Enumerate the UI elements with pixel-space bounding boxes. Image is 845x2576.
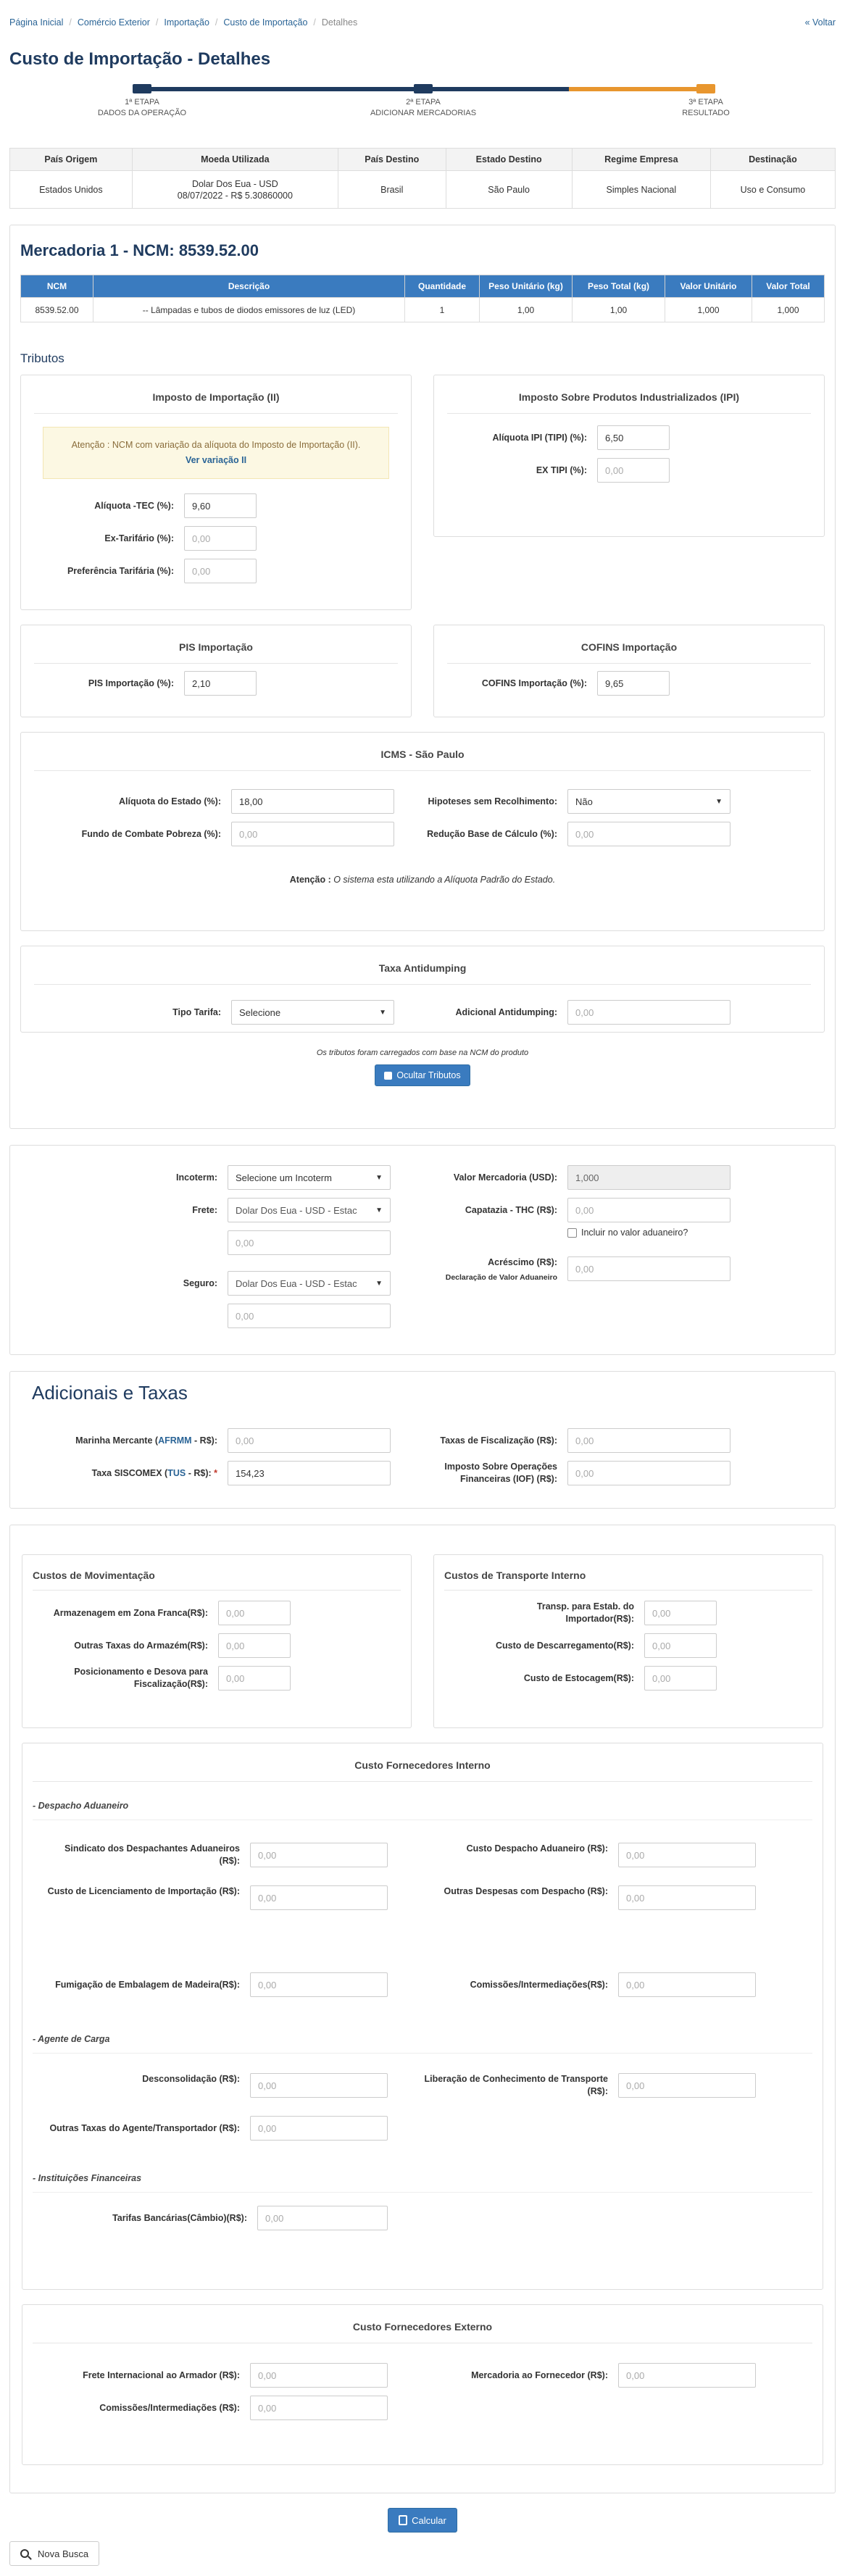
cell-pais-origem: Estados Unidos xyxy=(10,171,133,209)
adicionais-panel xyxy=(9,1371,836,1509)
outras-despesas-label: Outras Despesas com Despacho (R$): xyxy=(444,1886,608,1896)
movimentacao-box xyxy=(22,1554,412,1728)
ex-tarifario-label: Ex-Tarifário (%): xyxy=(104,533,174,543)
frete-currency-select[interactable]: Dolar Dos Eua - USD - Estac ▼ xyxy=(228,1198,391,1222)
minus-square-icon xyxy=(384,1072,392,1080)
ipi-title: Imposto Sobre Produtos Industrializados (IPI) xyxy=(447,375,811,414)
reducao-label: Redução Base de Cálculo (%): xyxy=(427,828,557,839)
fiscalizacao-input[interactable]: 0,00 xyxy=(567,1428,730,1453)
table-row xyxy=(10,171,836,209)
marinha-input[interactable]: 0,00 xyxy=(228,1428,391,1453)
cell-peso-unit: 1,00 xyxy=(480,298,573,322)
breadcrumb-importacao[interactable]: Importação xyxy=(164,17,209,28)
valor-mercadoria-input: 1,000 xyxy=(567,1165,730,1190)
stepper-label-3: 3ª ETAPA RESULTADO xyxy=(682,98,730,117)
cell-moeda: Dolar Dos Eua - USD 08/07/2022 - R$ 5.30860000 xyxy=(132,171,338,209)
mercadoria-title: Mercadoria 1 - NCM: 8539.52.00 xyxy=(20,241,259,259)
tarifas-input[interactable]: 0,00 xyxy=(257,2206,388,2230)
preferencia-input[interactable]: 0,00 xyxy=(184,559,257,583)
stepper-line-current xyxy=(569,87,714,91)
checkbox-box[interactable] xyxy=(567,1228,577,1238)
breadcrumb-separator: / xyxy=(155,17,159,28)
pis-box xyxy=(20,625,412,717)
outras-agente-input[interactable]: 0,00 xyxy=(250,2116,388,2141)
icms-aliq-label: Alíquota do Estado (%): xyxy=(119,796,221,806)
adicional-antidumping-label: Adicional Antidumping: xyxy=(455,1006,557,1017)
reducao-input[interactable]: 0,00 xyxy=(567,822,730,846)
col-valor-unit: Valor Unitário xyxy=(665,275,752,298)
iof-input[interactable]: 0,00 xyxy=(567,1461,730,1485)
capatazia-checkbox[interactable]: Incluir no valor aduaneiro? xyxy=(567,1227,688,1238)
fiscalizacao-label: Taxas de Fiscalização (R$): xyxy=(440,1435,557,1446)
cell-valor-unit: 1,000 xyxy=(665,298,752,322)
ipi-aliq-input[interactable]: 6,50 xyxy=(597,425,670,450)
acrescimo-input[interactable]: 0,00 xyxy=(567,1256,730,1281)
col-valor-total: Valor Total xyxy=(752,275,825,298)
siscomex-label: Taxa SISCOMEX (TUS - R$): * xyxy=(91,1467,217,1478)
liberacao-input[interactable]: 0,00 xyxy=(618,2073,756,2098)
licenciamento-input[interactable]: 0,00 xyxy=(250,1885,388,1910)
comissoes-interno-label: Comissões/Intermediações(R$): xyxy=(470,1979,608,1990)
hipoteses-select[interactable]: Não ▼ xyxy=(567,789,730,814)
breadcrumb-custo-importacao[interactable]: Custo de Importação xyxy=(223,17,308,28)
comissoes-interno-input[interactable]: 0,00 xyxy=(618,1972,756,1997)
frete-label: Frete: xyxy=(192,1204,217,1215)
licenciamento-label: Custo de Licenciamento de Importação (R$): xyxy=(47,1886,240,1896)
cofins-title: COFINS Importação xyxy=(447,625,811,664)
antidumping-title: Taxa Antidumping xyxy=(34,946,811,985)
transporte-title: Custos de Transporte Interno xyxy=(444,1555,812,1591)
pis-title: PIS Importação xyxy=(34,625,398,664)
despacho-heading: - Despacho Aduaneiro xyxy=(33,1801,812,1820)
movimentacao-title: Custos de Movimentação xyxy=(33,1555,401,1591)
breadcrumb-current: Detalhes xyxy=(321,17,358,28)
col-ncm: NCM xyxy=(21,275,93,298)
col-peso-total: Peso Total (kg) xyxy=(573,275,665,298)
operacao-panel xyxy=(9,1145,836,1355)
desconsolidacao-input[interactable]: 0,00 xyxy=(250,2073,388,2098)
instituicoes-heading: - Instituições Financeiras xyxy=(33,2173,812,2193)
seguro-label: Seguro: xyxy=(183,1277,217,1288)
page-title: Custo de Importação - Detalhes xyxy=(9,49,271,69)
col-peso-unit: Peso Unitário (kg) xyxy=(480,275,573,298)
ex-tipi-label: EX TIPI (%): xyxy=(536,464,587,475)
breadcrumb-comercio-exterior[interactable]: Comércio Exterior xyxy=(77,17,150,28)
outras-armazem-label: Outras Taxas do Armazém(R$): xyxy=(74,1640,208,1651)
cell-ncm: 8539.52.00 xyxy=(21,298,93,322)
hide-tributos-button[interactable]: Ocultar Tributos xyxy=(375,1064,470,1086)
estocagem-label: Custo de Estocagem(R$): xyxy=(523,1672,634,1683)
seguro-currency-select[interactable]: Dolar Dos Eua - USD - Estac ▼ xyxy=(228,1271,391,1296)
pis-input[interactable]: 2,10 xyxy=(184,671,257,696)
fumigacao-label: Fumigação de Embalagem de Madeira(R$): xyxy=(55,1979,240,1990)
mercadoria-panel xyxy=(9,225,836,1129)
frete-internacional-label: Frete Internacional ao Armador (R$): xyxy=(83,2369,240,2380)
frete-internacional-input[interactable]: 0,00 xyxy=(250,2363,388,2388)
transp-estab-label: Transp. para Estab. do Importador(R$): xyxy=(536,1601,634,1624)
icms-aliq-input[interactable]: 18,00 xyxy=(231,789,394,814)
desconsolidacao-label: Desconsolidação (R$): xyxy=(142,2074,240,2084)
tec-input[interactable]: 9,60 xyxy=(184,493,257,518)
ver-variacao-link[interactable]: Ver variação II xyxy=(185,455,247,465)
fornecedores-externo-box xyxy=(22,2304,823,2465)
ii-box xyxy=(20,375,412,610)
agente-heading: - Agente de Carga xyxy=(33,2034,812,2054)
zona-franca-input[interactable]: 0,00 xyxy=(218,1601,291,1625)
incoterm-select[interactable]: Selecione um Incoterm ▼ xyxy=(228,1165,391,1190)
chevron-down-icon: ▼ xyxy=(375,1173,383,1182)
stepper-label-1: 1ª ETAPA DADOS DA OPERAÇÃO xyxy=(97,98,187,117)
breadcrumb-home[interactable]: Página Inicial xyxy=(9,17,64,28)
tus-link[interactable]: TUS xyxy=(167,1467,186,1478)
fumigacao-input[interactable]: 0,00 xyxy=(250,1972,388,1997)
seguro-input[interactable]: 0,00 xyxy=(228,1304,391,1328)
tributos-loaded-note: Os tributos foram carregados com base na NCM do produto xyxy=(316,1049,529,1057)
fornecedores-externo-title: Custo Fornecedores Externo xyxy=(33,2305,812,2343)
icms-box xyxy=(20,732,825,931)
calculator-icon xyxy=(399,2515,407,2525)
estocagem-input[interactable]: 0,00 xyxy=(644,1666,717,1691)
acrescimo-label: Acréscimo (R$): Declaração de Valor Aduaneiro xyxy=(445,1257,557,1282)
breadcrumb-separator: / xyxy=(215,17,218,28)
tipo-tarifa-label: Tipo Tarifa: xyxy=(172,1006,221,1017)
cofins-box xyxy=(433,625,825,717)
tarifas-label: Tarifas Bancárias(Câmbio)(R$): xyxy=(112,2212,247,2223)
icms-note: Atenção : O sistema esta utilizando a Alíquota Padrão do Estado. xyxy=(289,875,556,885)
outras-despesas-input[interactable]: 0,00 xyxy=(618,1885,756,1910)
frete-input[interactable]: 0,00 xyxy=(228,1230,391,1255)
cell-estado-destino: São Paulo xyxy=(446,171,572,209)
mercadoria-table xyxy=(20,275,825,322)
chevron-down-icon: ▼ xyxy=(715,797,723,806)
adicionais-title: Adicionais e Taxas xyxy=(32,1382,188,1404)
custos-panel xyxy=(9,1525,836,2493)
cell-peso-total: 1,00 xyxy=(573,298,665,322)
transp-estab-input[interactable]: 0,00 xyxy=(644,1601,717,1625)
comissoes-externo-label: Comissões/Intermediações (R$): xyxy=(99,2402,240,2413)
stepper-marker-1 xyxy=(133,84,151,93)
ii-alert: Atenção : NCM com variação da alíquota do Imposto de Importação (II). Ver variação II xyxy=(43,427,389,479)
tipo-tarifa-select[interactable]: Selecione ▼ xyxy=(231,1000,394,1025)
chevron-down-icon: ▼ xyxy=(379,1008,386,1017)
operation-summary-table xyxy=(9,148,836,209)
custo-despacho-label: Custo Despacho Aduaneiro (R$): xyxy=(466,1843,608,1854)
transporte-box xyxy=(433,1554,823,1728)
stepper-line-done xyxy=(141,87,569,91)
cofins-label: COFINS Importação (%): xyxy=(481,678,587,688)
liberacao-label: Liberação de Conhecimento de Transporte (R$): xyxy=(424,2074,608,2096)
cell-valor-total: 1,000 xyxy=(752,298,825,322)
col-estado-destino: Estado Destino xyxy=(446,149,572,171)
col-quantidade: Quantidade xyxy=(405,275,480,298)
chevron-down-icon: ▼ xyxy=(375,1279,383,1288)
descarregamento-input[interactable]: 0,00 xyxy=(644,1633,717,1658)
ex-tipi-input[interactable]: 0,00 xyxy=(597,458,670,483)
ii-title: Imposto de Importação (II) xyxy=(34,375,398,414)
ex-tarifario-input[interactable]: 0,00 xyxy=(184,526,257,551)
col-pais-destino: País Destino xyxy=(338,149,446,171)
progress-stepper xyxy=(9,80,836,138)
pis-label: PIS Importação (%): xyxy=(88,678,174,688)
col-descricao: Descrição xyxy=(93,275,405,298)
fcp-input[interactable]: 0,00 xyxy=(231,822,394,846)
custo-despacho-input[interactable]: 0,00 xyxy=(618,1843,756,1867)
col-moeda: Moeda Utilizada xyxy=(132,149,338,171)
capatazia-label: Capatazia - THC (R$): xyxy=(465,1204,557,1215)
ipi-box xyxy=(433,375,825,537)
outras-agente-label: Outras Taxas do Agente/Transportador (R$): xyxy=(49,2122,240,2133)
stepper-marker-2 xyxy=(414,84,433,93)
calcular-button[interactable]: Calcular xyxy=(388,2508,457,2533)
adicional-antidumping-input[interactable]: 0,00 xyxy=(567,1000,730,1025)
icms-title: ICMS - São Paulo xyxy=(34,733,811,771)
table-row xyxy=(21,298,825,322)
descarregamento-label: Custo de Descarregamento(R$): xyxy=(495,1640,634,1651)
valor-mercadoria-label: Valor Mercadoria (USD): xyxy=(453,1172,557,1183)
cofins-input[interactable]: 9,65 xyxy=(597,671,670,696)
col-destinacao: Destinação xyxy=(710,149,835,171)
back-link[interactable]: « Voltar xyxy=(804,17,836,28)
siscomex-input[interactable]: 154,23 xyxy=(228,1461,391,1485)
mercadoria-fornecedor-input[interactable]: 0,00 xyxy=(618,2363,756,2388)
breadcrumb-separator: / xyxy=(313,17,316,28)
outras-armazem-input[interactable]: 0,00 xyxy=(218,1633,291,1658)
cell-pais-destino: Brasil xyxy=(338,171,446,209)
stepper-marker-3 xyxy=(696,84,715,93)
fornecedores-interno-box xyxy=(22,1743,823,2290)
cell-regime: Simples Nacional xyxy=(572,171,710,209)
tributos-heading: Tributos xyxy=(20,351,64,365)
nova-busca-button[interactable]: Nova Busca xyxy=(9,2541,99,2566)
fornecedores-interno-title: Custo Fornecedores Interno xyxy=(33,1743,812,1782)
antidumping-box xyxy=(20,946,825,1033)
comissoes-externo-input[interactable]: 0,00 xyxy=(250,2396,388,2420)
tec-label: Alíquota -TEC (%): xyxy=(94,500,174,511)
mercadoria-fornecedor-label: Mercadoria ao Fornecedor (R$): xyxy=(471,2369,608,2380)
posicionamento-input[interactable]: 0,00 xyxy=(218,1666,291,1691)
cell-quantidade: 1 xyxy=(405,298,480,322)
incoterm-label: Incoterm: xyxy=(176,1172,217,1183)
sindicato-input[interactable]: 0,00 xyxy=(250,1843,388,1867)
cell-descricao: -- Lâmpadas e tubos de diodos emissores de luz (LED) xyxy=(93,298,405,322)
sindicato-label: Sindicato dos Despachantes Aduaneiros (R$): xyxy=(64,1843,240,1866)
breadcrumb-separator: / xyxy=(69,17,72,28)
stepper-label-2: 2ª ETAPA ADICIONAR MERCADORIAS xyxy=(370,98,477,117)
cell-destinacao: Uso e Consumo xyxy=(710,171,835,209)
afrmm-link[interactable]: AFRMM xyxy=(158,1435,192,1446)
hipoteses-label: Hipoteses sem Recolhimento: xyxy=(428,796,557,806)
marinha-label: Marinha Mercante (AFRMM - R$): xyxy=(75,1435,217,1446)
col-pais-origem: País Origem xyxy=(10,149,133,171)
posicionamento-label: Posicionamento e Desova para Fiscalização(R$): xyxy=(74,1667,208,1689)
ipi-aliq-label: Alíquota IPI (TIPI) (%): xyxy=(492,432,587,443)
capatazia-input[interactable]: 0,00 xyxy=(567,1198,730,1222)
chevron-down-icon: ▼ xyxy=(375,1206,383,1214)
search-icon xyxy=(20,2549,29,2558)
col-regime: Regime Empresa xyxy=(572,149,710,171)
fcp-label: Fundo de Combate Pobreza (%): xyxy=(81,828,221,839)
preferencia-label: Preferência Tarifária (%): xyxy=(67,565,174,576)
breadcrumb xyxy=(9,0,836,45)
zona-franca-label: Armazenagem em Zona Franca(R$): xyxy=(53,1607,208,1618)
iof-label: Imposto Sobre Operações Financeiras (IOF) (R$): xyxy=(444,1462,557,1484)
